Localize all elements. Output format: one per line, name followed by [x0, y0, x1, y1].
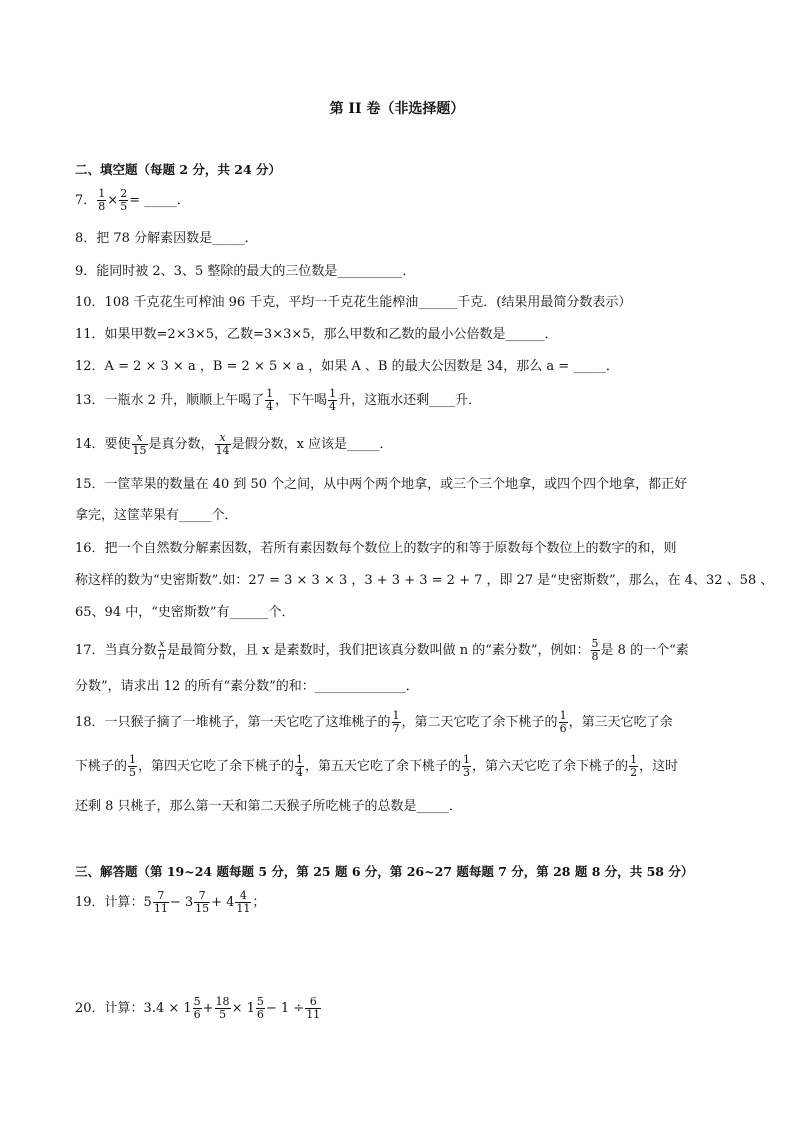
fraction — [97, 188, 106, 213]
fraction — [194, 890, 210, 915]
numerator: 5 — [256, 995, 264, 1008]
question-10: 10．108 千克花生可榨油 96 千克，平均一千克花生能榨油______千克．(结果用最简分数表示） — [75, 295, 632, 310]
q18-text-f: ，第五天它吃了余下桃子的 — [305, 759, 462, 774]
question-16-line-1: 16．把一个自然数分解素因数，若所有素因数每个数位上的数字的和等于原数每个数位上的数字的和，则 — [75, 541, 677, 556]
question-18-line-3: 还剩 8 只桃子，那么第一天和第二天猴子所吃桃子的总数是_____． — [75, 799, 463, 814]
q18-text-c: ，第三天它吃了余 — [568, 715, 673, 730]
q19-text-b: − 3 — [169, 895, 194, 910]
numerator: 7 — [194, 890, 210, 903]
question-9: 9．能同时被 2、3、5 整除的最大的三位数是__________． — [75, 264, 416, 279]
fraction — [128, 754, 137, 779]
q18-text-b: ，第二天它吃了余下桃子的 — [401, 715, 558, 730]
question-14 — [75, 432, 393, 457]
denominator: 5 — [219, 1008, 227, 1021]
q18-text-a: 18．一只猴子摘了一堆桃子，第一天它吃了这堆桃子的 — [75, 715, 391, 730]
denominator: 4 — [266, 400, 274, 413]
denominator: 8 — [98, 200, 106, 213]
q20-text-d: − 1 ÷ — [265, 1001, 305, 1016]
fraction — [153, 890, 169, 915]
denominator: 2 — [630, 766, 638, 779]
denominator: 15 — [132, 444, 147, 457]
section-solution-heading: 三、解答题（第 19~24 题每题 5 分，第 25 题 6 分，第 26~27 题每题 7 分，第 28 题 8 分，共 58 分） — [75, 864, 694, 879]
fraction — [215, 432, 231, 457]
section-fill-blank-heading: 二、填空题（每题 2 分，共 24 分） — [75, 162, 282, 177]
fraction — [629, 754, 638, 779]
part-title: 第 II 卷（非选择题） — [329, 101, 465, 117]
fraction — [591, 638, 600, 663]
q18-text-d: 下桃子的 — [75, 759, 128, 774]
denominator: 14 — [215, 444, 230, 457]
question-18-line-2 — [75, 754, 678, 779]
q13-text-b: ，下午喝 — [275, 393, 328, 408]
fraction — [193, 996, 202, 1021]
question-15-line-1: 15．一筐苹果的数量在 40 到 50 个之间，从中两个两个地拿，或三个三个地拿，或四个四个地拿，都正好 — [75, 477, 688, 492]
q18-text-h: ，这时 — [639, 759, 679, 774]
fraction — [295, 754, 304, 779]
numerator: x — [158, 639, 165, 650]
q7-number: 7． — [75, 193, 97, 208]
numerator: 6 — [305, 996, 321, 1009]
q17-text-b: 是最简分数，且 x 是素数时，我们把该真分数叫做 n 的“素分数”，例如： — [167, 643, 590, 658]
numerator: 7 — [153, 890, 169, 903]
numerator: 18 — [215, 995, 230, 1008]
numerator: x — [132, 432, 148, 445]
numerator: 1 — [392, 709, 400, 722]
numerator: 1 — [559, 709, 567, 722]
denominator: 5 — [129, 766, 137, 779]
q18-text-e: ，第四天它吃了余下桃子的 — [138, 759, 295, 774]
denominator: n — [158, 651, 165, 662]
q17-text-c: 是 8 的一个“素 — [600, 643, 689, 658]
question-12: 12．A = 2 × 3 × a ，B = 2 × 5 × a ，如果 A 、B 的最大公因数是 34，那么 a = _____． — [75, 359, 619, 374]
fraction — [119, 188, 128, 213]
fraction — [158, 639, 166, 662]
denominator: 8 — [591, 650, 599, 663]
denominator: 6 — [559, 722, 567, 735]
numerator: 1 — [266, 387, 274, 400]
question-13 — [75, 388, 481, 413]
denominator: 3 — [463, 766, 471, 779]
numerator: 1 — [98, 187, 106, 200]
fraction — [559, 710, 568, 735]
q18-text-g: ，第六天它吃了余下桃子的 — [472, 759, 629, 774]
numerator: 4 — [235, 890, 251, 903]
question-16-line-3: 65、94 中，“史密斯数”有______个． — [75, 605, 295, 620]
numerator: 5 — [193, 995, 201, 1008]
q20-text-b: + — [202, 1001, 214, 1016]
denominator: 4 — [296, 766, 304, 779]
numerator: 1 — [329, 387, 337, 400]
denominator: 5 — [120, 200, 128, 213]
q14-text-a: 14．要使 — [75, 437, 131, 452]
numerator: x — [215, 432, 231, 445]
denominator: 6 — [256, 1008, 264, 1021]
question-8: 8．把 78 分解素因数是_____． — [75, 231, 258, 246]
question-15-line-2: 拿完，这筐苹果有_____个． — [75, 508, 238, 523]
q14-text-c: 是假分数，x 应该是_____． — [231, 437, 393, 452]
fraction — [328, 388, 337, 413]
question-17-line-2: 分数”，请求出 12 的所有“素分数”的和：______________． — [75, 679, 419, 694]
q7-tail: = _____． — [129, 193, 190, 208]
denominator: 11 — [306, 1008, 321, 1021]
denominator: 6 — [193, 1008, 201, 1021]
fraction — [305, 996, 321, 1021]
numerator: 2 — [120, 187, 128, 200]
question-20 — [75, 996, 322, 1021]
fraction — [215, 996, 231, 1021]
q13-text-a: 13．一瓶水 2 升，顺顺上午喝了 — [75, 393, 265, 408]
question-17-line-1 — [75, 638, 689, 663]
times-sign: × — [107, 193, 119, 208]
question-16-line-2: 称这样的数为“史密斯数”.如：27 = 3 × 3 × 3 ，3 + 3 + 3 = 2 + 7 ，即 27 是“史密斯数”，那么，在 4、32 、58 、 — [75, 573, 774, 588]
q19-text-c: + 4 — [211, 895, 235, 910]
q20-text-a: 20．计算：3.4 × 1 — [75, 1001, 192, 1016]
q19-text-a: 19．计算：5 — [75, 895, 152, 910]
fraction — [392, 710, 401, 735]
question-18-line-1 — [75, 710, 673, 735]
fraction — [265, 388, 274, 413]
denominator: 4 — [329, 400, 337, 413]
fraction — [462, 754, 471, 779]
numerator: 5 — [591, 637, 599, 650]
numerator: 1 — [296, 753, 304, 766]
q19-text-d: ； — [252, 895, 266, 910]
question-11: 11．如果甲数=2×3×5，乙数=3×3×5，那么甲数和乙数的最小公倍数是______． — [75, 327, 558, 342]
q20-text-c: × 1 — [231, 1001, 255, 1016]
question-7 — [75, 188, 190, 213]
denominator: 11 — [236, 902, 251, 915]
fraction — [235, 890, 251, 915]
denominator: 15 — [195, 902, 210, 915]
fraction — [256, 996, 265, 1021]
denominator: 11 — [153, 902, 168, 915]
numerator: 1 — [129, 753, 137, 766]
numerator: 1 — [463, 753, 471, 766]
numerator: 1 — [630, 753, 638, 766]
q13-text-c: 升，这瓶水还剩____升． — [338, 393, 482, 408]
question-19 — [75, 890, 265, 915]
q17-text-a: 17．当真分数 — [75, 643, 157, 658]
denominator: 7 — [392, 722, 400, 735]
fraction — [132, 432, 148, 457]
q14-text-b: 是真分数， — [148, 437, 214, 452]
